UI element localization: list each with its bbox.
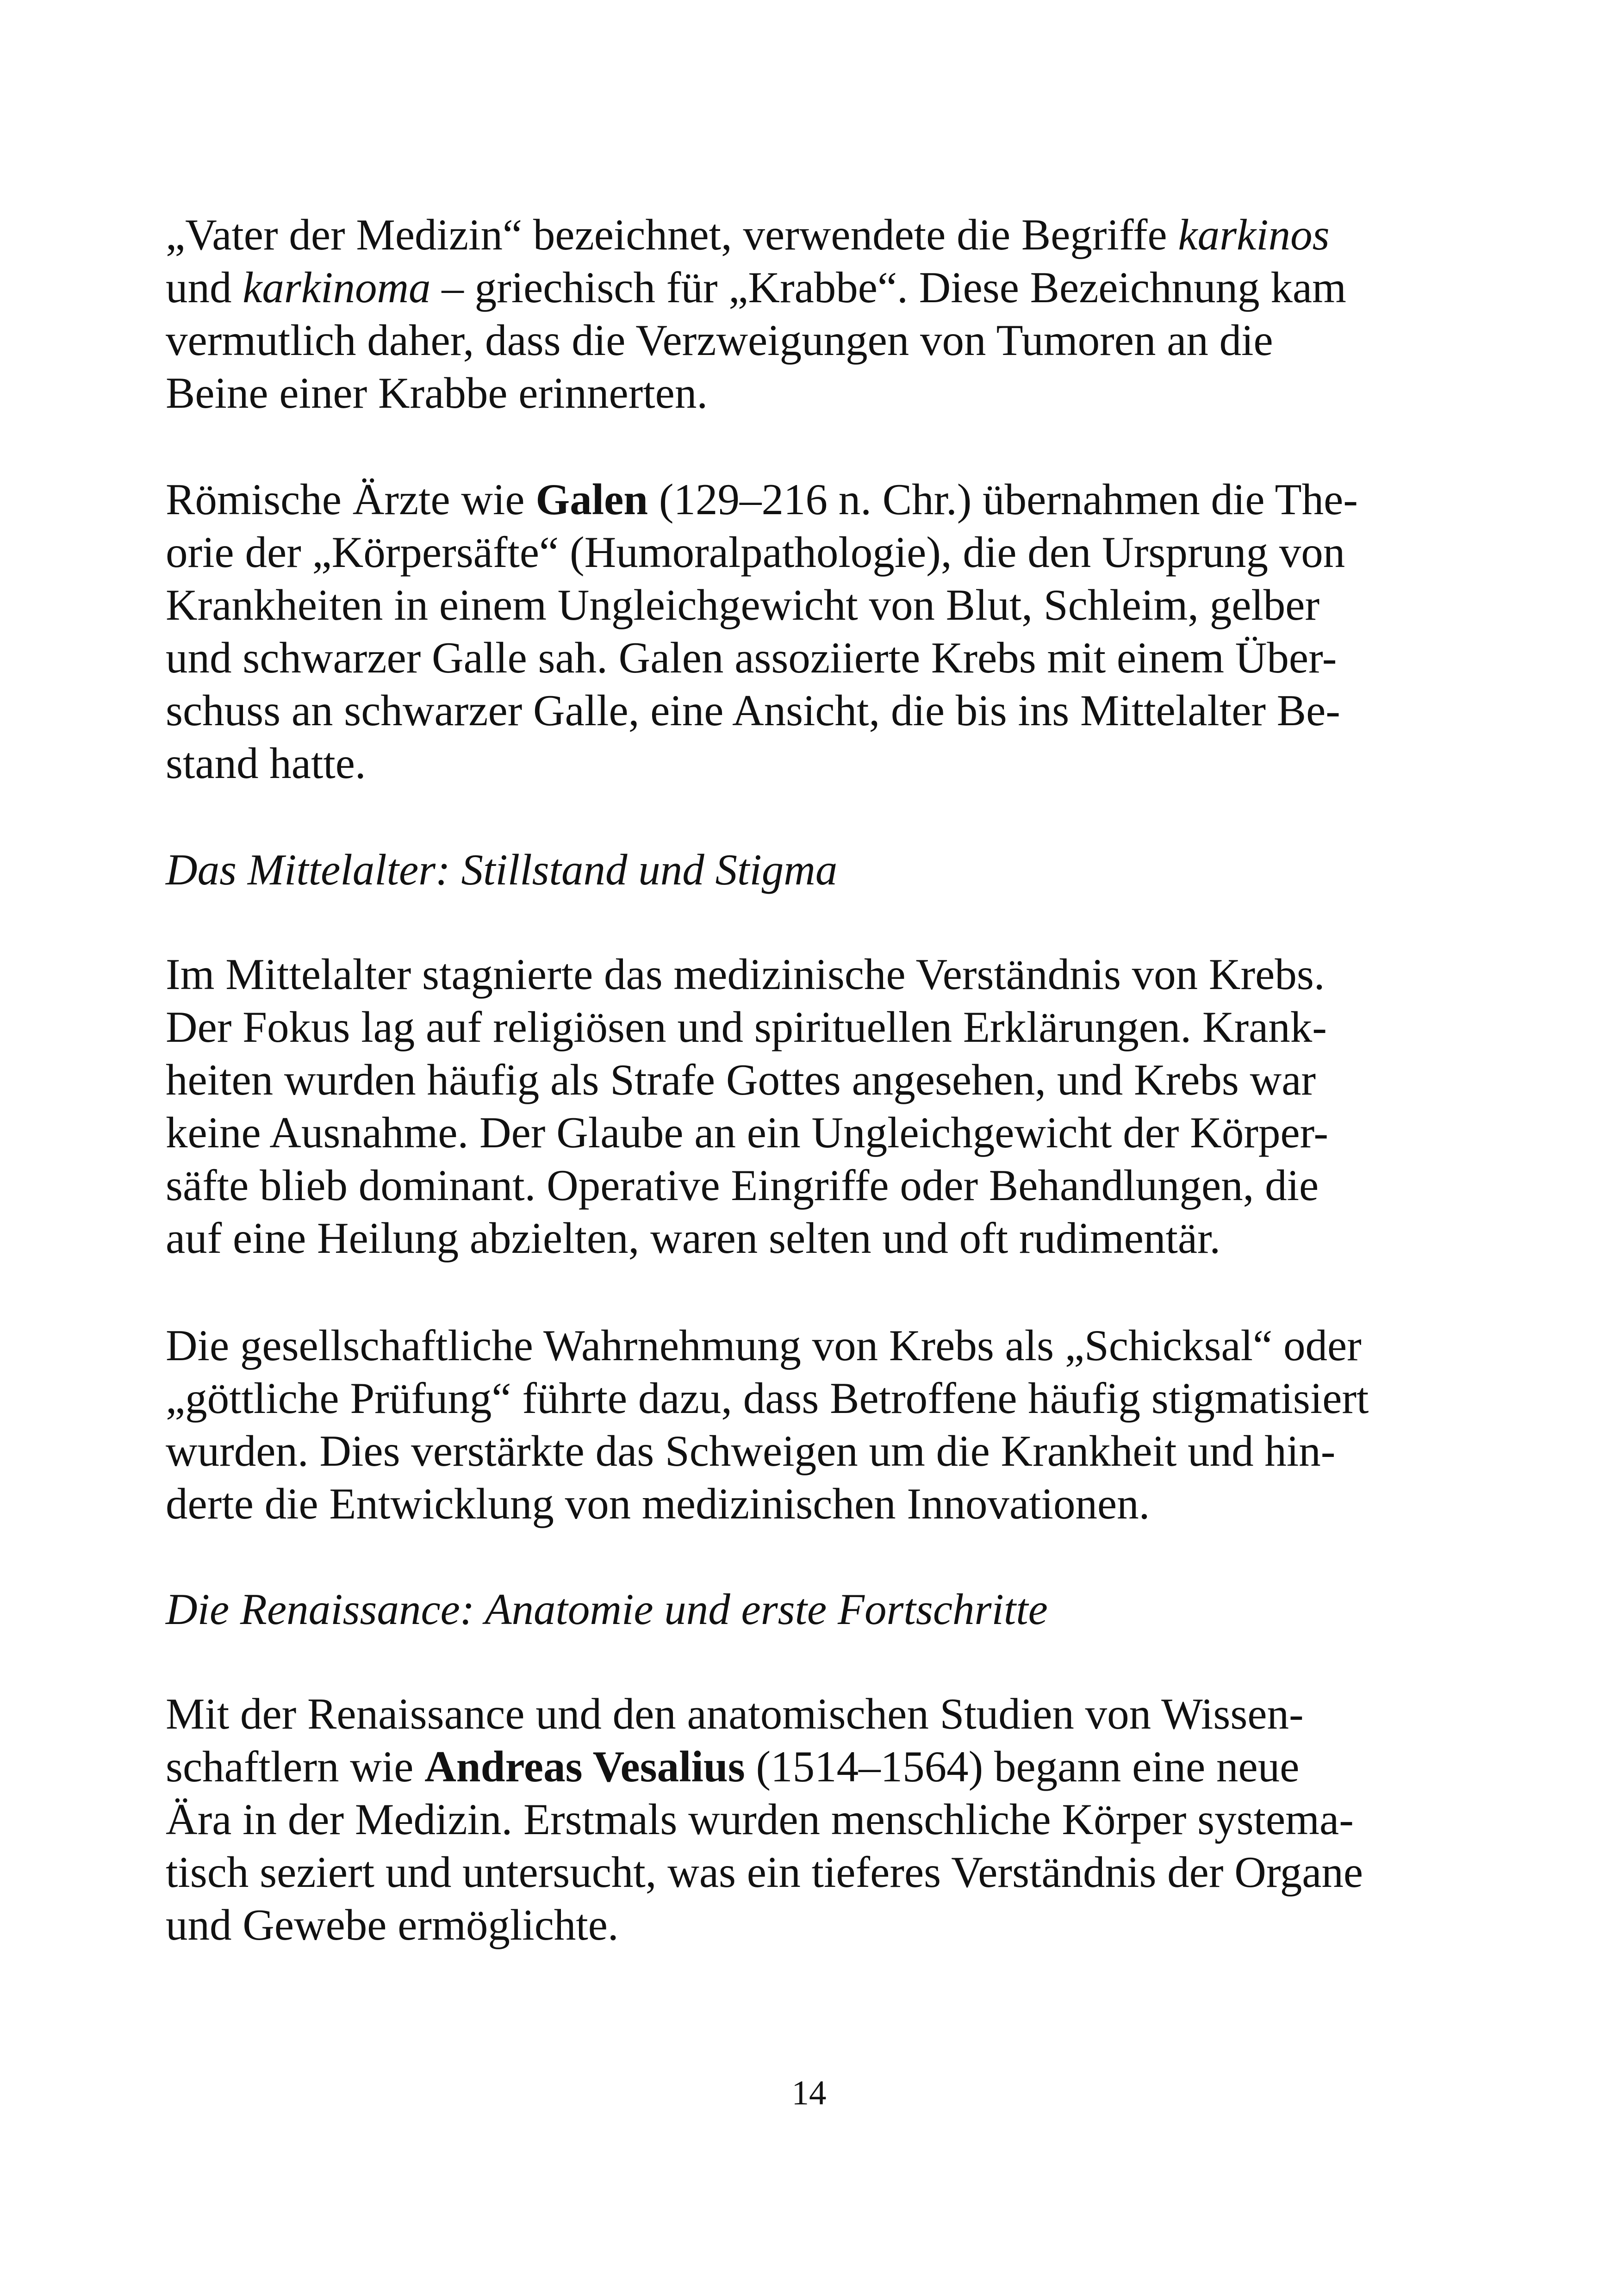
bold-name: Andreas Vesalius — [424, 1742, 745, 1791]
text-line: Krankheiten in einem Ungleichgewicht von Blut, Schleim, gelber — [166, 580, 1320, 629]
text-span: (1514–1564) begann eine neue — [745, 1742, 1300, 1791]
paragraph-galen — [166, 473, 1452, 790]
section-heading-middle-ages: Das Mittelalter: Stillstand und Stigma — [166, 845, 838, 894]
text-line — [166, 1740, 1452, 1793]
text-span: „Vater der Medizin“ bezeichnet, verwendete die Begriffe — [166, 210, 1178, 259]
text-span: – griechisch für „Krabbe“. Diese Bezeichnung kam — [430, 263, 1346, 312]
paragraph-middle-ages — [166, 948, 1452, 1264]
text-span: schaftlern wie — [166, 1742, 425, 1791]
text-span: und — [166, 263, 243, 312]
text-line: Der Fokus lag auf religiösen und spirituellen Erklärungen. Krank- — [166, 1002, 1327, 1052]
text-line: und Gewebe ermöglichte. — [166, 1900, 619, 1949]
text-line: vermutlich daher, dass die Verzweigungen von Tumoren an die — [166, 316, 1273, 365]
text-span: Römische Ärzte wie — [166, 475, 536, 524]
text-line — [166, 261, 1452, 314]
text-line: Beine einer Krabbe erinnerten. — [166, 368, 708, 417]
text-line: „göttliche Prüfung“ führte dazu, dass Betroffene häufig stigmatisiert — [166, 1374, 1369, 1423]
text-line — [166, 208, 1452, 261]
text-line: tisch seziert und untersucht, was ein tieferes Verständnis der Organe — [166, 1848, 1363, 1897]
section-heading-renaissance: Die Renaissance: Anatomie und erste Fortschritte — [166, 1585, 1048, 1634]
page-number: 14 — [791, 2074, 827, 2112]
paragraph-renaissance — [166, 1687, 1452, 1951]
text-line: wurden. Dies verstärkte das Schweigen um die Krankheit und hin- — [166, 1426, 1336, 1475]
text-line: Die gesellschaftliche Wahrnehmung von Krebs als „Schicksal“ oder — [166, 1321, 1362, 1370]
text-line: heiten wurden häufig als Strafe Gottes angesehen, und Krebs war — [166, 1055, 1316, 1104]
paragraph-stigma — [166, 1319, 1452, 1530]
text-line: stand hatte. — [166, 739, 366, 788]
text-line: Im Mittelalter stagnierte das medizinische Verständnis von Krebs. — [166, 950, 1325, 999]
text-line: Mit der Renaissance und den anatomischen Studien von Wissen- — [166, 1689, 1304, 1738]
text-line: keine Ausnahme. Der Glaube an ein Ungleichgewicht der Körper- — [166, 1108, 1329, 1157]
italic-term: karkinoma — [243, 263, 431, 312]
text-line: und schwarzer Galle sah. Galen assoziierte Krebs mit einem Über- — [166, 633, 1337, 682]
text-line: derte die Entwicklung von medizinischen Innovationen. — [166, 1479, 1150, 1528]
text-span: (129–216 n. Chr.) übernahmen die The- — [648, 475, 1358, 524]
bold-name: Galen — [535, 475, 648, 524]
text-line: Ära in der Medizin. Erstmals wurden menschliche Körper systema- — [166, 1795, 1354, 1844]
italic-term: karkinos — [1178, 210, 1330, 259]
paragraph-hippocrates — [166, 208, 1452, 419]
text-line: säfte blieb dominant. Operative Eingriffe oder Behandlungen, die — [166, 1161, 1319, 1210]
text-line: orie der „Körpersäfte“ (Humoralpathologie), die den Ursprung von — [166, 528, 1345, 577]
text-line — [166, 473, 1452, 526]
text-line: schuss an schwarzer Galle, eine Ansicht, die bis ins Mittelalter Be- — [166, 686, 1340, 735]
text-line: auf eine Heilung abzielten, waren selten und oft rudimentär. — [166, 1213, 1221, 1263]
